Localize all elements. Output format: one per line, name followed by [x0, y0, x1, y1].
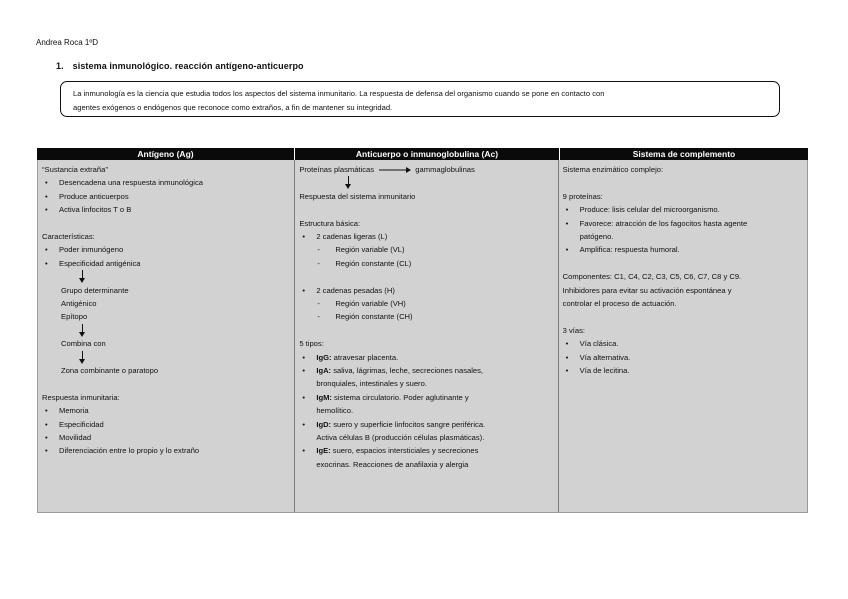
list-item: • IgE: suero, espacios intersticiales y secreciones — [299, 444, 553, 457]
down-arrow-icon — [299, 176, 553, 189]
text-line: Epítopo — [61, 312, 88, 322]
list-item: • Especificidad antigénica — [42, 257, 290, 270]
table-header-row — [37, 148, 808, 160]
list-item: • Especificidad — [42, 418, 290, 431]
list-item: • IgD: suero y superficie linfocitos sangre periférica. — [299, 418, 553, 431]
text-line: Combina con — [61, 339, 106, 349]
text-line: hemolítico. — [316, 406, 354, 416]
list-item: - Región variable (VL) — [299, 243, 553, 256]
text-line: controlar el proceso de actuación. — [562, 299, 677, 309]
list-item: - Región constante (CL) — [299, 257, 553, 270]
list-item: • IgA: saliva, lágrimas, leche, secreciones nasales, — [299, 364, 553, 377]
text-line: Componentes: C1, C4, C2, C3, C5, C6, C7, C8 y C9. — [562, 272, 742, 282]
text-line: patógeno. — [579, 232, 614, 242]
intro-box — [60, 81, 780, 117]
text-line: Estructura básica: — [299, 218, 361, 228]
list-item: • Poder inmunógeno — [42, 243, 290, 256]
header-anticuerpo: Anticuerpo o inmunoglobulina (Ac) — [294, 148, 559, 160]
list-item: • Diferenciación entre lo propio y lo extraño — [42, 444, 290, 457]
text-line: 5 tipos: — [299, 339, 324, 349]
text-line: Zona combinante o paratopo — [61, 366, 159, 376]
text-line: 9 proteínas: — [562, 191, 603, 201]
text-line: Activa células B (producción células plasmáticas). — [316, 433, 485, 443]
list-item: • Vía clásica. — [563, 337, 803, 350]
intro-line: La inmunología es la ciencia que estudia todos los aspectos del sistema inmunitario. La respuesta de defensa del organismo cuando se pone en contacto con — [73, 89, 605, 98]
text-line: Grupo determinante — [61, 285, 129, 295]
list-item: • Amplifica: respuesta humoral. — [563, 243, 803, 256]
right-arrow-icon — [379, 166, 411, 174]
list-item: • Produce anticuerpos — [42, 190, 290, 203]
header-complemento: Sistema de complemento — [559, 148, 808, 160]
down-arrow-icon — [42, 324, 290, 337]
header-antigeno: Antígeno (Ag) — [137, 149, 194, 159]
text-line: Características: — [42, 232, 95, 242]
list-item: - Región constante (CH) — [299, 310, 553, 323]
plasma-proteins-text: Proteínas plasmáticas — [299, 165, 375, 174]
text-line: bronquiales, intestinales y suero. — [316, 379, 427, 389]
list-item: • IgG: atravesar placenta. — [299, 351, 553, 364]
text-line: Inhibidores para evitar su activación espontánea y — [562, 285, 732, 295]
text-line: Respuesta del sistema inmunitario — [299, 191, 416, 201]
text-line: exocrinas. Reacciones de anafilaxia y alergia — [316, 459, 469, 469]
list-item: • Movilidad — [42, 431, 290, 444]
text-line: “Sustancia extraña” — [42, 165, 108, 174]
list-item: • 2 cadenas pesadas (H) — [299, 284, 553, 297]
intro-line: agentes exógenos o endógenos que reconoce como extraños, a fin de mantener su integridad. — [73, 102, 393, 112]
down-arrow-icon — [42, 351, 290, 364]
column-complemento — [559, 160, 807, 512]
list-item: • Activa linfocitos T o B — [42, 203, 290, 216]
list-item: • Vía de lecitina. — [563, 364, 803, 377]
list-item: - Región variable (VH) — [299, 297, 553, 310]
table-body-row — [37, 160, 808, 513]
text-line: Sistema enzimático complejo: — [562, 165, 664, 174]
section-heading — [56, 61, 304, 71]
text-line: Antigénico — [61, 299, 97, 309]
author-name: Andrea Roca 1ºD — [36, 38, 99, 47]
text-line: 3 vías: — [562, 325, 586, 335]
text-line — [299, 163, 553, 176]
list-item: • Desencadena una respuesta inmunológica — [42, 176, 290, 189]
gamma-text: gammaglobulinas — [415, 165, 475, 174]
column-anticuerpo — [294, 160, 558, 512]
list-item: • IgM: sistema circulatorio. Poder aglutinante y — [299, 391, 553, 404]
list-item: • Vía alternativa. — [563, 351, 803, 364]
section-title: sistema inmunológico. reacción antígeno-anticuerpo — [72, 61, 304, 71]
list-item: • Memoria — [42, 404, 290, 417]
text-line: Respuesta inmunitaria: — [42, 392, 120, 402]
list-item: • Produce: lisis celular del microorganismo. — [563, 203, 803, 216]
list-item: • 2 cadenas ligeras (L) — [299, 230, 553, 243]
section-number: 1. — [56, 61, 64, 71]
down-arrow-icon — [42, 270, 290, 283]
column-antigeno — [38, 160, 294, 512]
summary-table — [37, 148, 808, 513]
list-item: • Favorece: atracción de los fagocitos hasta agente — [563, 217, 803, 230]
